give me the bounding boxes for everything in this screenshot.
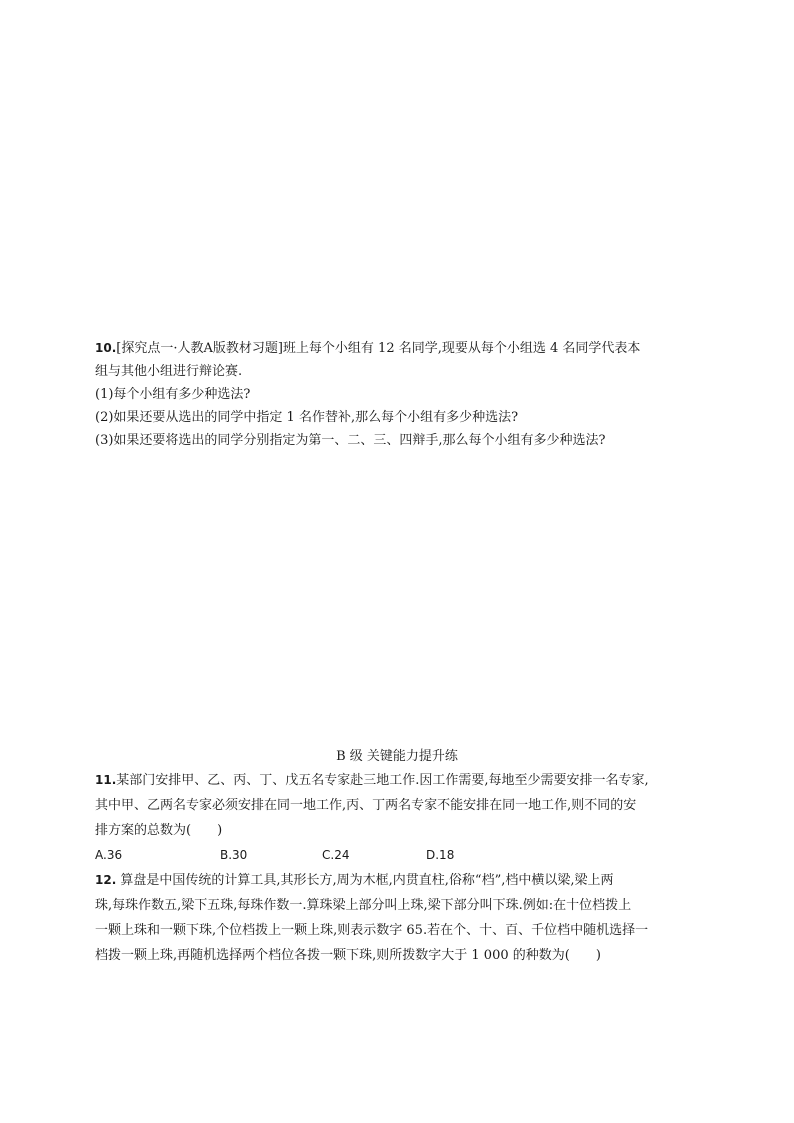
- question-12-line-2: 珠,每珠作数五,梁下五珠,每珠作数一.算珠梁上部分叫上珠,梁下部分叫下珠.例如:在十位档拨上: [95, 898, 632, 913]
- question-11-number: 11.: [95, 773, 117, 787]
- question-11-line-1: [95, 768, 705, 793]
- question-12-line-3: 一颗上珠和一颗下珠,个位档拨上一颗上珠,则表示数字 65.若在个、十、百、千位档中随机选择一: [95, 923, 649, 938]
- question-10-sub-3: (3)如果还要将选出的同学分别指定为第一、二、三、四辩手,那么每个小组有多少种选法?: [95, 433, 606, 448]
- question-11: [95, 768, 705, 868]
- question-12: [95, 868, 705, 968]
- option-b: B.30: [220, 848, 248, 862]
- question-11-text: 某部门安排甲、乙、丙、丁、戊五名专家赴三地工作.因工作需要,每地至少需要安排一名专家,: [116, 773, 649, 788]
- option-a: A.36: [95, 848, 123, 862]
- question-12-line-4: 档拨一颗上珠,再随机选择两个档位各拨一颗下珠,则所拨数字大于 1 000 的种数为( ): [95, 948, 601, 963]
- question-12-text: 算盘是中国传统的计算工具,其形长方,周为木框,内贯直柱,俗称“档”,档中横以梁,梁上两: [116, 873, 614, 888]
- question-10-number: 10.: [95, 341, 117, 355]
- question-12-number: 12.: [95, 873, 117, 887]
- question-10-line-1: [95, 337, 705, 360]
- option-d: D.18: [426, 848, 455, 862]
- question-10-sub-1: (1)每个小组有多少种选法?: [95, 387, 251, 402]
- question-12-line-1: [95, 868, 705, 893]
- question-11-options: [95, 843, 705, 868]
- question-11-line-3: 排方案的总数为( ): [95, 823, 223, 838]
- question-10: [95, 337, 705, 452]
- question-10-text: [探究点一·人教A版教材习题]班上每个小组有 12 名同学,现要从每个小组选 4 名同学代表本: [116, 341, 641, 356]
- option-c: C.24: [322, 848, 350, 862]
- question-10-line-2: 组与其他小组进行辩论赛.: [95, 364, 243, 379]
- question-11-line-2: 其中甲、乙两名专家必须安排在同一地工作,丙、丁两名专家不能安排在同一地工作,则不同的安: [95, 798, 637, 813]
- section-b-heading: B 级 关键能力提升练: [336, 749, 458, 764]
- question-10-sub-2: (2)如果还要从选出的同学中指定 1 名作替补,那么每个小组有多少种选法?: [95, 410, 519, 425]
